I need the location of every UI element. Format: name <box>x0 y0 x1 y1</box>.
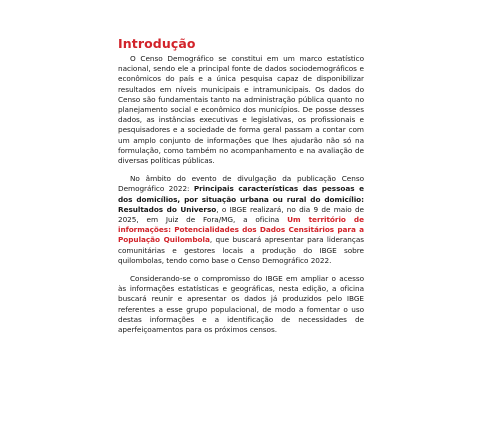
paragraph-2-intro: No âmbito do evento de divulgação da publicação Censo Demográfico 2022: <box>118 174 364 194</box>
paragraph-1: O Censo Demográfico se constitui em um marco estatístico nacional, sendo ele a principal fonte de dados sociodemográficos e econômicos do país e a única pesquisa capaz de disponibilizar resultados em níveis municipais e intramunicipais. Os dados do Censo são fundamentais tanto na administração pública quanto no planejamento social e econômico dos municípios. De posse desses dados, as instâncias executivas e legislativas, os profissionais e pesquisadores e a sociedade de forma geral passam a contar com um amplo conjunto de informações que lhes ajudarão não só na formulação, como também no acompanhamento e na avaliação de diversas políticas públicas. <box>118 54 364 166</box>
section-title: Introdução <box>118 36 196 51</box>
publication-title: Principais características das pessoas e dos domicílios, por situação urbana ou rural do domicílio: Resultados do Universo <box>118 184 364 214</box>
paragraph-2 <box>118 174 364 266</box>
workshop-title: Um território de informações: Potencialidades dos Dados Censitários para a População Quilombola <box>118 215 365 245</box>
paragraph-2-middle: , o IBGE realizará, no dia 9 de maio de 2025, em Juiz de Fora/MG, a oficina <box>118 204 364 225</box>
paragraph-2-end: , que buscará apresentar para lideranças comunitárias e gestores locais a produção do IBGE sobre quilombolas, tendo como base o Censo Demográfico 2022. <box>118 235 364 265</box>
paragraph-3: Considerando-se o compromisso do IBGE em ampliar o acesso às informações estatísticas e geográficas, nesta edição, a oficina buscará reunir e apresentar os dados já produzidos pelo IBGE referentes a esse grupo populacional, de modo a fomentar o uso destas informações e a identificação de necessidades de aperfeiçoamentos para os próximos censos. <box>118 274 364 335</box>
document-page <box>118 36 364 343</box>
